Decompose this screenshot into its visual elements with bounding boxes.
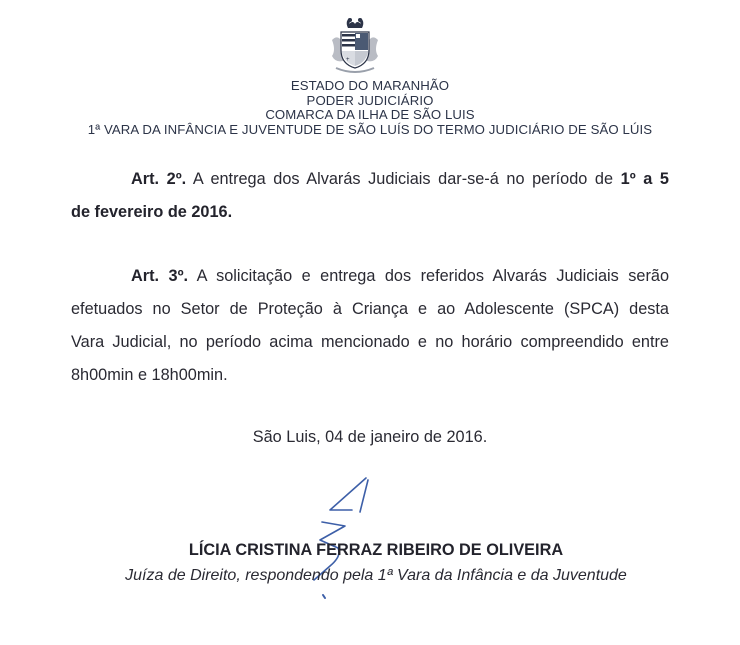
- article-2-text: A entrega dos Alvarás Judiciais dar-se-á no período de: [186, 170, 621, 188]
- signer-role: Juíza de Direito, respondendo pela 1ª Vara da Infância e da Juventude: [125, 567, 627, 584]
- svg-text:+: +: [346, 57, 350, 63]
- article-3-line-1: A solicitação e entrega dos referidos Alvarás Judiciais serão: [188, 267, 669, 285]
- article-2-period-end: de fevereiro de 2016.: [71, 203, 233, 221]
- document-date: São Luis, 04 de janeiro de 2016.: [252, 428, 488, 446]
- signer-name: LÍCIA CRISTINA FERRAZ RIBEIRO DE OLIVEIRA: [188, 541, 564, 559]
- article-3-line-4: 8h00min e 18h00min.: [71, 366, 228, 384]
- article-3-label: Art. 3º.: [131, 267, 189, 285]
- header-branch: PODER JUDICIÁRIO: [306, 92, 434, 108]
- article-2-label: Art. 2º.: [131, 170, 187, 188]
- article-3-line-2: efetuados no Setor de Proteção à Criança e ao Adolescente (SPCA) desta: [71, 300, 669, 318]
- header-court: 1ª VARA DA INFÂNCIA E JUVENTUDE DE SÃO LUÍS DO TERMO JUDICIÁRIO DE SÃO LÚIS: [87, 121, 653, 137]
- article-3-line-3: Vara Judicial, no período acima mencionado e no horário compreendido entre: [71, 333, 669, 351]
- article-2: [71, 163, 669, 229]
- coat-of-arms-icon: [328, 14, 382, 74]
- header-state: ESTADO DO MARANHÃO: [290, 78, 450, 93]
- article-3: [71, 260, 669, 392]
- document-header: [0, 79, 740, 137]
- article-2-period-start: 1º a 5: [620, 170, 669, 188]
- header-district: COMARCA DA ILHA DE SÃO LUIS: [265, 107, 475, 123]
